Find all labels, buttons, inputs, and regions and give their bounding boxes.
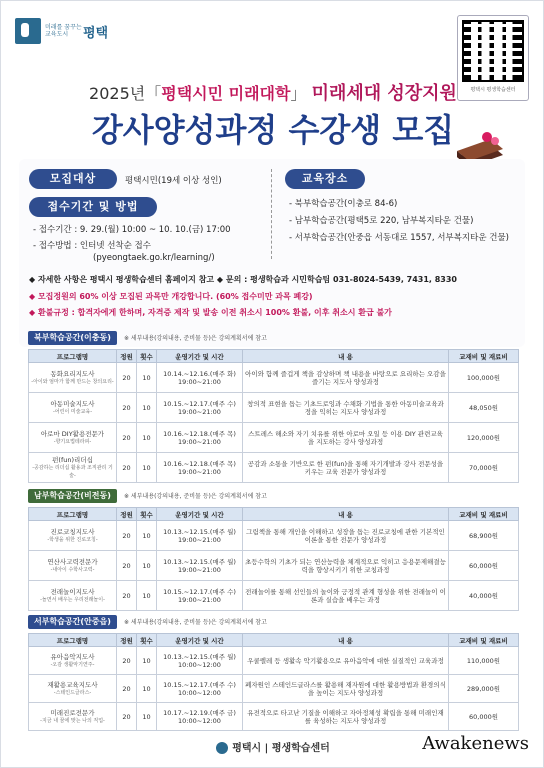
- course-table-south: [28, 507, 519, 611]
- notice-min-enrollment: ◆ 모집정원의 60% 이상 모집된 과목만 개강합니다. (60% 접수미만 과목 폐강): [29, 292, 313, 301]
- city-emblem-icon: [216, 742, 228, 754]
- table-row: 아로마 DIY활용전문가 -향기요법테라피- 20 10 10.16.~12.18.(매주 목) 19:00~21:00 스트레스 해소와 자기 치유를 위한 아로마 오일 등 이용 DIY 관련교육을 지도하는 강사 양성과정 120,000원: [29, 423, 519, 453]
- section-north-tag: 북부학습공간(이충동): [28, 331, 117, 345]
- table-row: 진로코칭지도사 -학생을 위한 진로코칭- 20 10 10.13.~12.15.(매주 월) 19:00~21:00 그림책을 통해 개인을 이해하고 성장을 돕는 진로코칭에 관한 기본적인 이론을 통한 전문가 양성과정 68,900원: [29, 521, 519, 551]
- table-header-row: 프로그램명 정원 횟수 운영기간 및 시간 내 용 교재비 및 재료비: [29, 634, 519, 647]
- period-label: 접수기간 및 방법: [29, 197, 157, 217]
- table-row: 미래진로전문가 -지금 내 꿈에 맞는 나의 직업- 20 10 10.17.~12.19.(매주 금) 10:00~12:00 유전적으로 타고난 기질을 이해하고 자아정체성 확립을 통해 미래인재를 육성하는 지도사 양성과정 60,000원: [29, 703, 519, 731]
- section-west-tag: 서부학습공간(안중읍): [28, 615, 117, 629]
- logo-line2: 교육도시: [45, 31, 69, 38]
- table-header-row: [29, 350, 519, 363]
- headline-program: 평택시민 미래대학: [161, 84, 291, 103]
- section-note: ※ 세부내용(강의내용, 준비물 등)은 강의계획서에 참고: [124, 335, 267, 342]
- period-method: - 접수방법 : 인터넷 선착순 접수: [33, 241, 151, 251]
- table-row: 전래놀이지도사 -놀면서 배우는 우리전래놀이- 20 10 10.15.~12.17.(매주 수) 19:00~21:00 전래놀이를 통해 선인들의 놀이와 긍정적 관계 형성을 위한 전래놀이 이론과 실습을 배우는 과정 40,000원: [29, 581, 519, 611]
- target-value: 평택시민(19세 이상 성인): [125, 176, 222, 186]
- place-item-1: - 북부학습공간(이충로 84-6): [289, 199, 398, 209]
- col-program: 프로그램명: [29, 350, 117, 363]
- col-fee: 교재비 및 재료비: [449, 350, 519, 363]
- period-url[interactable]: (pyeongtaek.go.kr/learning/): [93, 253, 215, 263]
- notice-contact: ◆ 자세한 사항은 평택시 평생학습센터 홈페이지 참고 ◆ 문의 : 평생학습과 시민학습팀 031-8024-5439, 7431, 8330: [29, 275, 457, 284]
- city-logo: [15, 15, 133, 47]
- logo-line1: 미래를 꿈꾸는: [45, 24, 82, 31]
- period-date: - 접수기간 : 9. 29.(월) 10:00 ~ 10. 10.(금) 17:00: [33, 225, 231, 235]
- table-row: 펀(fun)리더십 -공감하는 리더십 활용과 조직관리 기술- 20 10 10.16.~12.18.(매주 목) 19:00~21:00 공감과 소통을 기반으로 한 펀(fun)을 통해 자기개발과 강사 전문성을 키우는 교육 전문가 양성과정 70,000원: [29, 453, 519, 483]
- col-schedule: 운영기간 및 시간: [157, 350, 243, 363]
- headline-year: 2025년: [89, 84, 146, 103]
- course-table-west: [28, 633, 519, 731]
- logo-brand: 평택: [83, 25, 109, 41]
- place-item-3: - 서부학습공간(안중읍 서동대로 1557, 서부복지타운 건물): [289, 233, 509, 243]
- col-sessions: 횟수: [137, 350, 157, 363]
- section-note: ※ 세부내용(강의내용, 준비물 등)은 강의계획서에 참고: [124, 619, 267, 626]
- col-content: 내 용: [243, 350, 449, 363]
- qr-caption: 평택시 평생학습센터: [470, 87, 516, 93]
- place-label: 교육장소: [285, 169, 365, 189]
- refund-policy: ◆ 환불규정 : 합격자에게 한하며, 자격증 제작 및 발송 이전 취소시 100% 환불, 이후 취소시 환급 불가: [29, 308, 392, 317]
- target-label: 모집대상: [29, 169, 117, 189]
- headline-line1: 2025년「평택시민 미래대학」 미래세대 성장지원: [89, 83, 457, 104]
- table-row: 재활용교육지도사 -스테인드글라스- 20 10 10.15.~12.17.(매주 수) 10:00~12:00 폐자원인 스테인드글라스를 활용해 재자원에 대한 활용방법과 환경의식을 높이는 지도사 양성과정 289,000원: [29, 675, 519, 703]
- table-header-row: 프로그램명 정원 횟수 운영기간 및 시간 내 용 교재비 및 재료비: [29, 508, 519, 521]
- qr-code-icon: [462, 20, 524, 82]
- logo-mark-icon: [15, 18, 41, 44]
- footer-org: 평택시 | 평생학습센터: [232, 743, 330, 754]
- col-capacity: 정원: [117, 350, 137, 363]
- section-note: ※ 세부내용(강의내용, 준비물 등)은 강의계획서에 참고: [124, 493, 267, 500]
- table-row: 유아음악지도사 -오감 생활악기연주- 20 10 10.13.~12.15.(매주 월) 10:00~12:00 우쿨렐레 등 생활속 악기활용으로 유아음악에 대한 실질적인 교육과정 110,000원: [29, 647, 519, 675]
- table-row: 연산사고력전문가 -내아이 수학사고력- 20 10 10.13.~12.15.(매주 월) 19:00~21:00 초등수학의 기초가 되는 연산능력을 체계적으로 익히고 응용문제해결능력을 향상시키기 위한 코칭과정 60,000원: [29, 551, 519, 581]
- course-table-north: [28, 349, 519, 483]
- place-item-2: - 남부학습공간(평택5로 220, 남부복지타운 건물): [289, 216, 474, 226]
- table-row: 아동미술지도사 -어린이 미술교육- 20 10 10.15.~12.17.(매주 수) 19:00~21:00 창의적 표현을 돕는 기초드로잉과 수채화 기법을 통한 아동미술교육과정을 익히는 지도사 양성과정 48,050원: [29, 393, 519, 423]
- watermark: Awakenews: [422, 733, 529, 754]
- section-south-tag: 남부학습공간(비전동): [28, 489, 117, 503]
- divider: [271, 169, 272, 259]
- headline-main: 강사양성과정 수강생 모집: [91, 111, 455, 149]
- headline-subtitle: 미래세대 성장지원: [311, 83, 457, 104]
- table-row: 동화요리지도사 -아이와 엄마가 함께 만드는 창의요리- 20 10 10.14.~12.16.(매주 화) 19:00~21:00 아이와 함께 즐겁게 책을 감상하며 책 내용을 바탕으로 요리하는 오감을 즐기는 지도사 양성과정 100,000원: [29, 363, 519, 393]
